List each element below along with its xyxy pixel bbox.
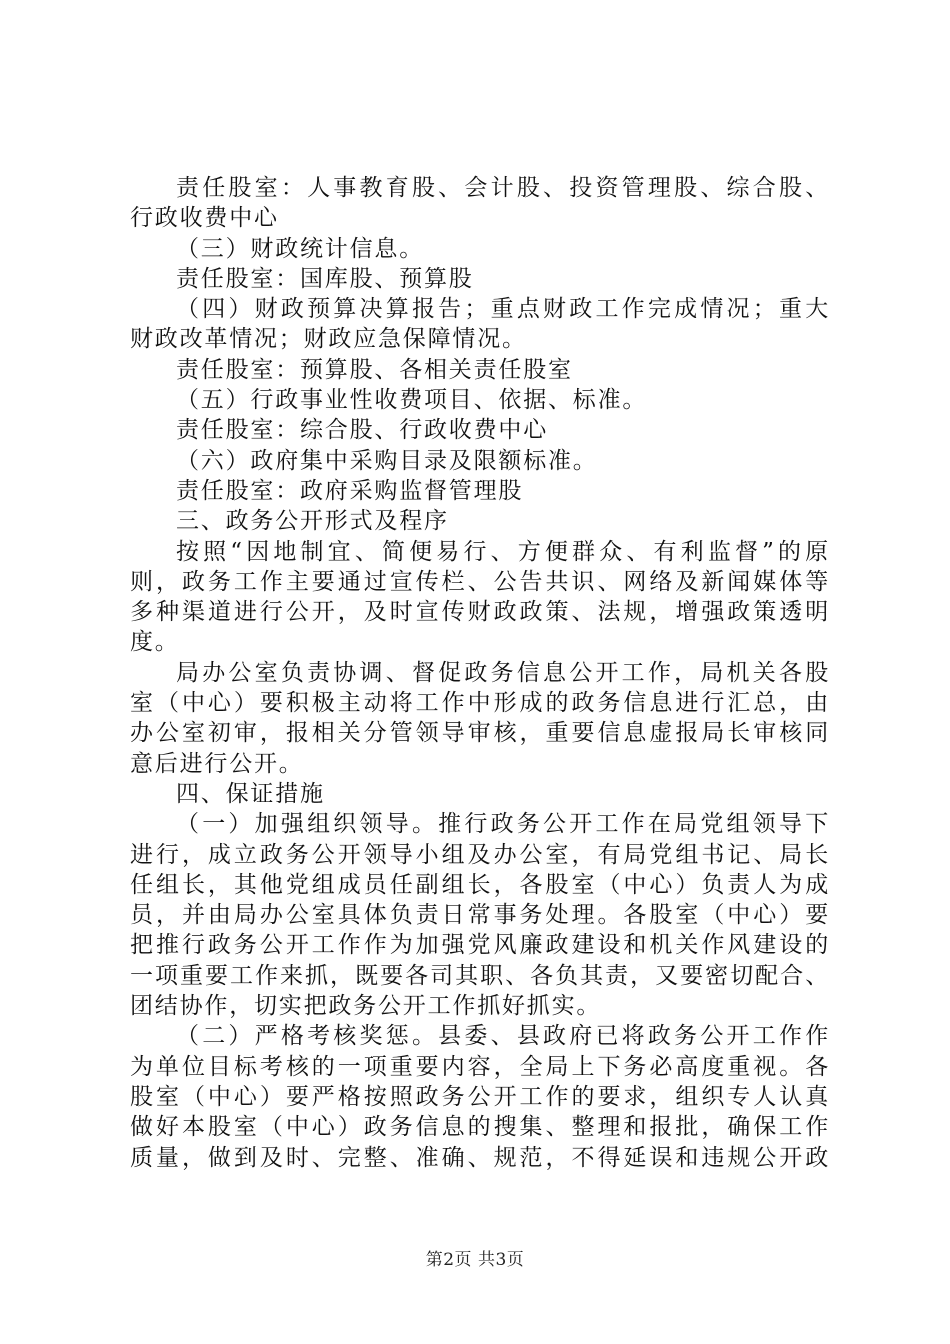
text-line: 办公室初审，报相关分管领导审核，重要信息虚报局长审核同 — [130, 720, 830, 747]
text-line: （六）政府集中采购目录及限额标准。 — [176, 447, 598, 474]
text-line: 责任股室：国库股、预算股 — [176, 265, 474, 292]
text-line: 做好本股室（中心）政务信息的搜集、整理和报批，确保工作 — [130, 1114, 830, 1141]
text-line: （四）财政预算决算报告；重点财政工作完成情况；重大 — [176, 296, 830, 323]
text-line: 员，并由局办公室具体负责日常事务处理。各股室（中心）要 — [130, 902, 830, 929]
text-line: 多种渠道进行公开，及时宣传财政政策、法规，增强政策透明 — [130, 599, 830, 626]
document-body — [130, 173, 830, 1173]
text-line: （二）严格考核奖惩。县委、县政府已将政务公开工作作 — [176, 1023, 830, 1050]
text-line: 财政改革情况；财政应急保障情况。 — [130, 326, 527, 353]
text-line: （一）加强组织领导。推行政务公开工作在局党组领导下 — [176, 811, 830, 838]
text-line: 股室（中心）要严格按照政务公开工作的要求，组织专人认真 — [130, 1083, 830, 1110]
text-line: （五）行政事业性收费项目、依据、标准。 — [176, 387, 648, 414]
text-line: 任组长，其他党组成员任副组长，各股室（中心）负责人为成 — [130, 871, 830, 898]
text-line: 一项重要工作来抓，既要各司其职、各负其责，又要密切配合、 — [130, 962, 830, 989]
text-line: 度。 — [130, 629, 180, 656]
text-line: 责任股室：综合股、行政收费中心 — [176, 417, 548, 444]
text-line: 室（中心）要积极主动将工作中形成的政务信息进行汇总，由 — [130, 690, 830, 717]
text-line: 行政收费中心 — [130, 205, 279, 232]
text-line: 团结协作，切实把政务公开工作抓好抓实。 — [130, 993, 602, 1020]
text-line: 责任股室：政府采购监督管理股 — [176, 477, 524, 504]
text-line: 质量，做到及时、完整、准确、规范，不得延误和违规公开政 — [130, 1144, 830, 1171]
text-line: 按照“因地制宜、简便易行、方便群众、有利监督”的原 — [176, 538, 830, 565]
text-line: 责任股室：预算股、各相关责任股室 — [176, 356, 573, 383]
text-line: 把推行政务公开工作作为加强党风廉政建设和机关作风建设的 — [130, 932, 830, 959]
text-line: 四、保证措施 — [176, 780, 325, 807]
page-footer: 第2页 共3页 — [425, 1250, 525, 1270]
text-line: 则，政务工作主要通过宣传栏、公告共识、网络及新闻媒体等 — [130, 568, 830, 595]
text-line: 局办公室负责协调、督促政务信息公开工作，局机关各股 — [176, 659, 830, 686]
text-line: 为单位目标考核的一项重要内容，全局上下务必高度重视。各 — [130, 1053, 830, 1080]
text-line: （三）财政统计信息。 — [176, 235, 424, 262]
text-line: 意后进行公开。 — [130, 750, 304, 777]
text-line: 责任股室：人事教育股、会计股、投资管理股、综合股、 — [176, 175, 830, 201]
text-line: 进行，成立政务公开领导小组及办公室，有局党组书记、局长 — [130, 841, 830, 868]
text-line: 三、政务公开形式及程序 — [176, 508, 449, 535]
